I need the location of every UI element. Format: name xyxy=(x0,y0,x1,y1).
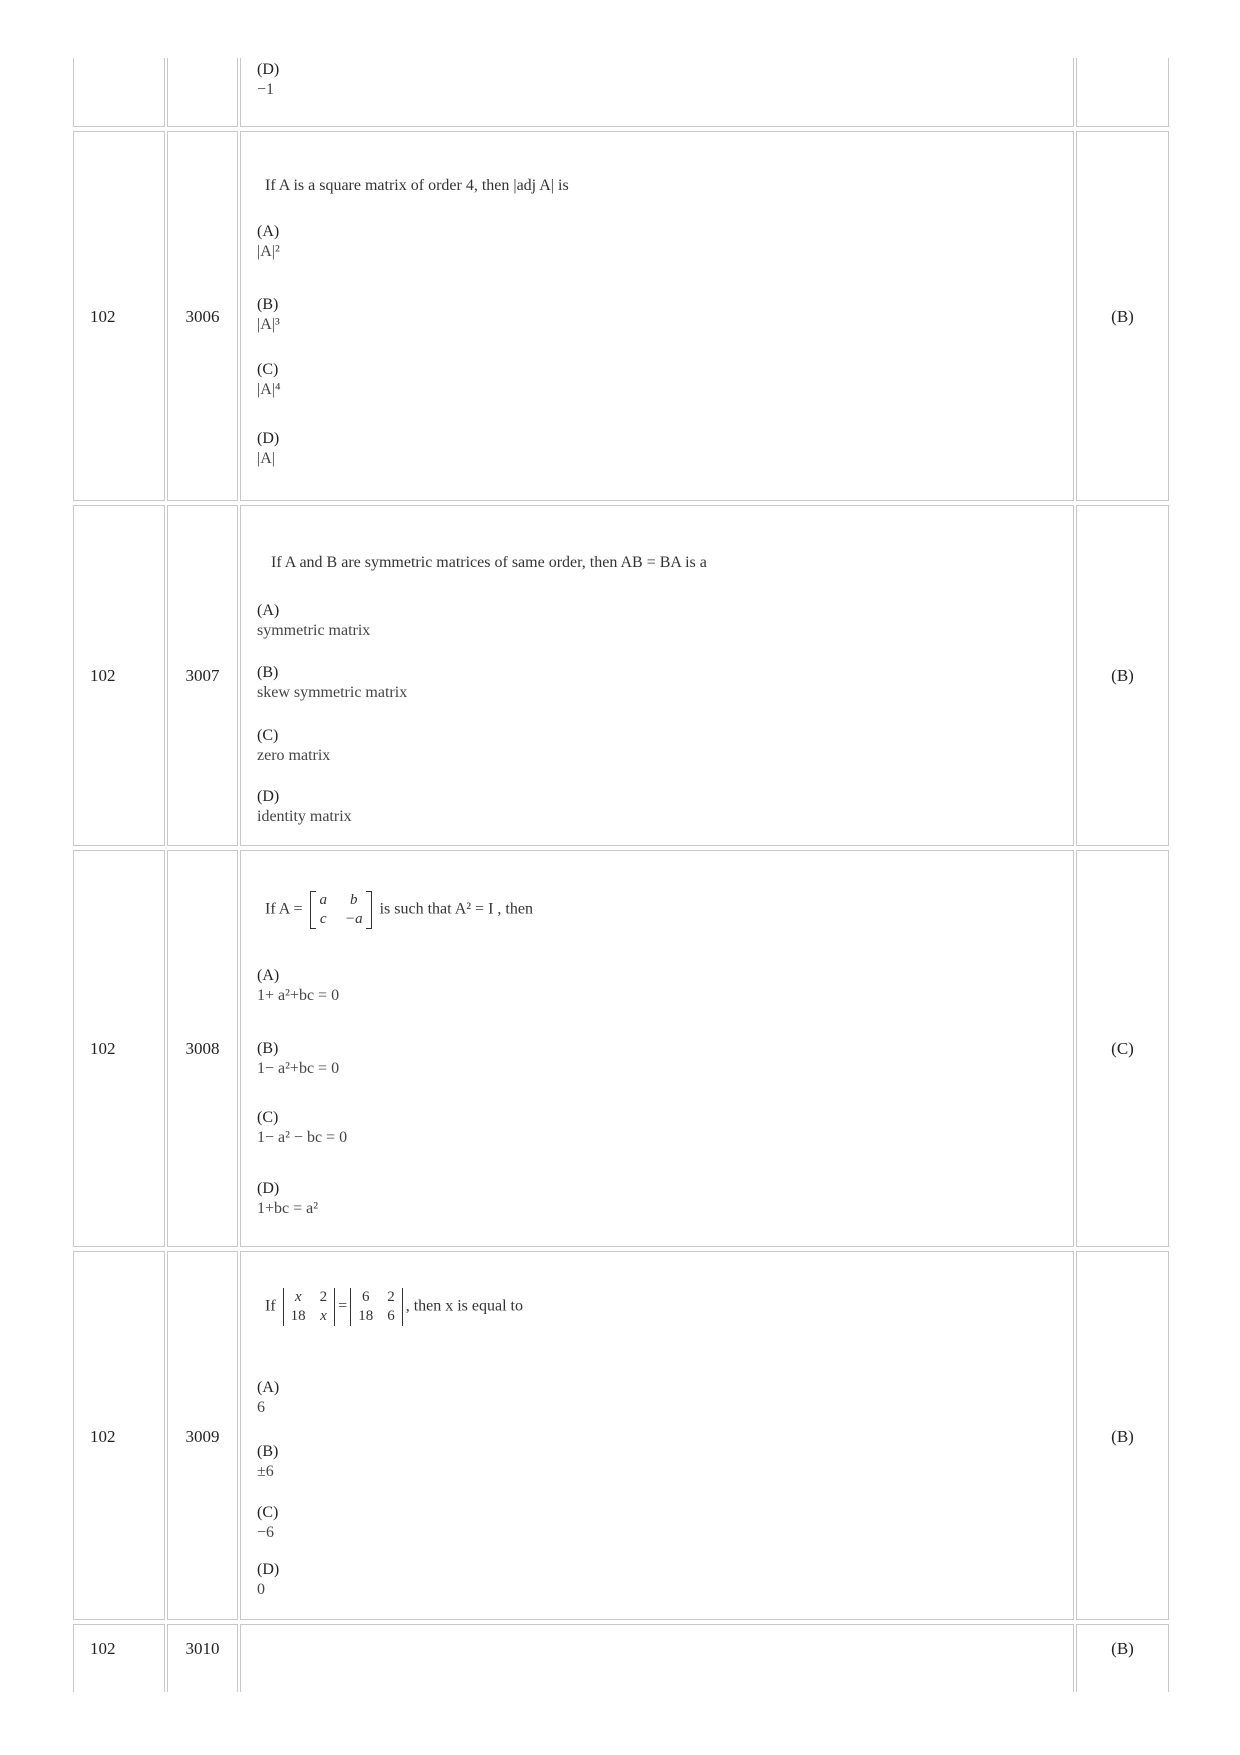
option-label: (C) xyxy=(257,361,279,378)
determinant-left xyxy=(283,1288,336,1326)
option-value: |A|² xyxy=(257,243,280,260)
question-text: If A is a square matrix of order 4, then |adj A| is xyxy=(265,177,569,194)
option-value: 1− a² − bc = 0 xyxy=(257,1129,348,1146)
answer-cell xyxy=(1076,1624,1169,1692)
determinant-right xyxy=(350,1288,403,1326)
question-id-cell xyxy=(167,1251,238,1620)
subject-code: 102 xyxy=(90,666,116,685)
question-suffix: , then x is equal to xyxy=(405,1297,523,1315)
option-label: (D) xyxy=(257,1180,280,1197)
subject-code: 102 xyxy=(90,1427,116,1446)
table-row xyxy=(73,131,1169,501)
det-cell: 18 xyxy=(290,1308,306,1324)
answer-key: (B) xyxy=(1111,1639,1134,1658)
option-value: identity matrix xyxy=(257,808,352,825)
question-id-cell xyxy=(167,505,238,846)
subject-code: 102 xyxy=(90,307,116,326)
subject-code-cell xyxy=(73,131,165,501)
question-cell xyxy=(240,1251,1074,1620)
matrix-cell: b xyxy=(350,892,358,908)
question-id: 3009 xyxy=(185,1427,220,1446)
option-label: (D) xyxy=(257,788,280,805)
table-row xyxy=(73,58,1169,127)
subject-code: 102 xyxy=(90,1039,116,1058)
matrix-a xyxy=(310,891,371,929)
option-value: skew symmetric matrix xyxy=(257,684,408,701)
option-value: −1 xyxy=(257,81,275,98)
question-text: If A and B are symmetric matrices of same order, then AB = BA is a xyxy=(271,554,707,571)
question-id-cell xyxy=(167,58,238,127)
option-b xyxy=(257,1442,278,1482)
answer-key: (B) xyxy=(1111,666,1134,685)
option-label: (B) xyxy=(257,1443,279,1460)
det-cell: x xyxy=(294,1289,302,1305)
question-prefix: If A = xyxy=(265,900,303,918)
subject-code-cell xyxy=(73,1251,165,1620)
answer-cell xyxy=(1076,1251,1169,1620)
option-value: −6 xyxy=(257,1524,275,1541)
option-value: 6 xyxy=(257,1399,265,1416)
equals-sign: = xyxy=(338,1297,348,1315)
option-label: (A) xyxy=(257,967,280,984)
subject-code-cell xyxy=(73,58,165,127)
option-value: |A| xyxy=(257,450,275,467)
subject-code: 102 xyxy=(90,1639,116,1658)
option-value: |A|⁴ xyxy=(257,381,281,398)
answer-cell xyxy=(1076,505,1169,846)
det-cell: 6 xyxy=(361,1289,370,1305)
subject-code-cell xyxy=(73,1624,165,1692)
option-d xyxy=(257,1179,318,1219)
det-cell: 2 xyxy=(319,1289,328,1305)
question-prefix: If xyxy=(265,1297,276,1315)
option-a xyxy=(257,601,370,641)
option-label: (D) xyxy=(257,61,280,78)
det-cell: x xyxy=(320,1308,327,1324)
question-cell xyxy=(240,58,1074,127)
option-d xyxy=(257,1560,279,1600)
question-id-cell xyxy=(167,1624,238,1692)
option-d xyxy=(257,60,279,100)
question-id: 3008 xyxy=(185,1039,220,1058)
option-value: 1− a²+bc = 0 xyxy=(257,1060,340,1077)
option-d xyxy=(257,429,279,469)
option-value: ±6 xyxy=(257,1463,274,1480)
subject-code-cell xyxy=(73,850,165,1247)
option-value: 1+bc = a² xyxy=(257,1200,319,1217)
option-label: (A) xyxy=(257,223,280,240)
option-a xyxy=(257,1378,279,1418)
table-row xyxy=(73,1251,1169,1620)
option-c xyxy=(257,726,330,766)
option-a xyxy=(257,222,280,262)
det-cell: 6 xyxy=(387,1308,395,1324)
option-a xyxy=(257,966,339,1006)
matrix-cell: a xyxy=(319,892,327,908)
option-d xyxy=(257,787,352,827)
option-label: (A) xyxy=(257,602,280,619)
det-cell: 18 xyxy=(358,1308,374,1324)
question-id-cell xyxy=(167,131,238,501)
answer-key: (B) xyxy=(1111,307,1134,326)
answer-cell xyxy=(1076,850,1169,1247)
answer-cell xyxy=(1076,58,1169,127)
option-b xyxy=(257,1039,339,1079)
det-cell: 2 xyxy=(387,1289,395,1305)
answer-cell xyxy=(1076,131,1169,501)
table-row xyxy=(73,850,1169,1247)
question-id: 3010 xyxy=(185,1639,220,1658)
question-text xyxy=(265,1288,523,1326)
matrix-cell: −a xyxy=(344,911,363,927)
question-id-cell xyxy=(167,850,238,1247)
answer-key: (C) xyxy=(1111,1039,1134,1058)
option-value: 1+ a²+bc = 0 xyxy=(257,987,340,1004)
question-cell xyxy=(240,131,1074,501)
option-label: (B) xyxy=(257,296,279,313)
question-id: 3006 xyxy=(185,307,220,326)
option-label: (B) xyxy=(257,1040,279,1057)
question-id: 3007 xyxy=(185,666,220,685)
table-row xyxy=(73,1624,1169,1692)
option-label: (D) xyxy=(257,1561,280,1578)
table-row xyxy=(73,505,1169,846)
option-label: (D) xyxy=(257,430,280,447)
option-c xyxy=(257,1503,278,1543)
question-cell xyxy=(240,1624,1074,1692)
option-label: (C) xyxy=(257,1109,279,1126)
option-label: (C) xyxy=(257,1504,279,1521)
question-suffix: is such that A² = I , then xyxy=(379,900,533,918)
option-label: (C) xyxy=(257,727,279,744)
question-text xyxy=(265,891,533,929)
option-value: symmetric matrix xyxy=(257,622,371,639)
option-c xyxy=(257,1108,347,1148)
option-value: 0 xyxy=(257,1581,265,1598)
subject-code-cell xyxy=(73,505,165,846)
option-label: (A) xyxy=(257,1379,280,1396)
option-label: (B) xyxy=(257,664,279,681)
answer-key: (B) xyxy=(1111,1427,1134,1446)
option-b xyxy=(257,295,280,335)
question-cell xyxy=(240,850,1074,1247)
option-b xyxy=(257,663,407,703)
option-value: zero matrix xyxy=(257,747,331,764)
matrix-cell: c xyxy=(319,911,327,927)
question-cell xyxy=(240,505,1074,846)
option-c xyxy=(257,360,281,400)
option-value: |A|³ xyxy=(257,316,280,333)
